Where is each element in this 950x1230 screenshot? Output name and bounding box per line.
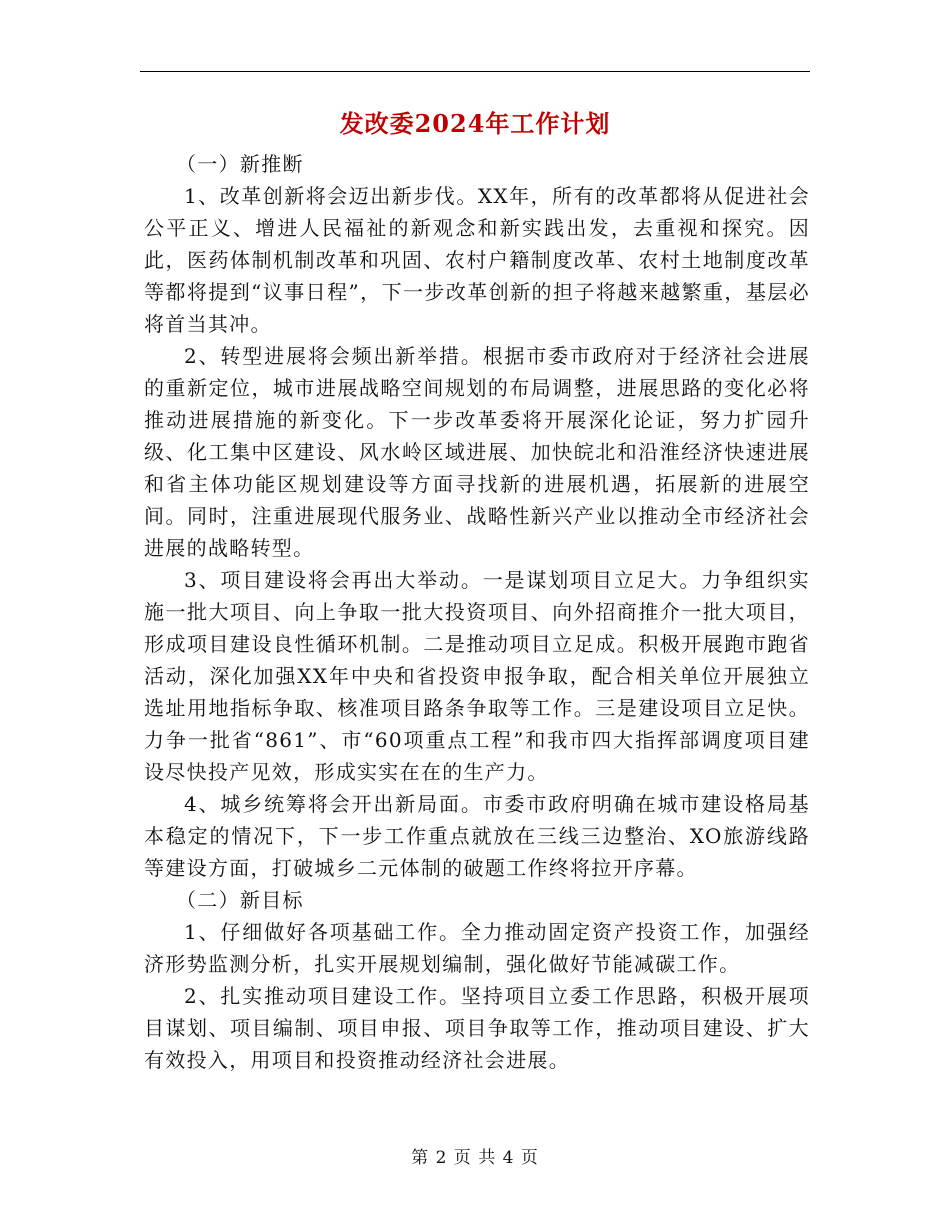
- document-body: [144, 148, 810, 1076]
- body-paragraph: 4、城乡统筹将会开出新局面。市委市政府明确在城市建设格局基本稳定的情况下，下一步工作重点就放在三线三边整治、XO旅游线路等建设方面，打破城乡二元体制的破题工作终将拉开序幕。: [144, 792, 810, 880]
- body-paragraph: 2、扎实推动项目建设工作。坚持项目立委工作思路，积极开展项目谋划、项目编制、项目申报、项目争取等工作，推动项目建设、扩大有效投入，用项目和投资推动经济社会进展。: [144, 984, 810, 1072]
- body-paragraph: 1、仔细做好各项基础工作。全力推动固定资产投资工作，加强经济形势监测分析，扎实开展规划编制，强化做好节能减碳工作。: [144, 920, 810, 976]
- header-rule: [140, 71, 810, 72]
- section-heading-1: （一）新推断: [176, 152, 304, 176]
- body-paragraph: 3、项目建设将会再出大举动。一是谋划项目立足大。力争组织实施一批大项目、向上争取一批大投资项目、向外招商推介一批大项目，形成项目建设良性循环机制。二是推动项目立足成。积极开展跑市跑省活动，深化加强XX年中央和省投资申报争取，配合相关单位开展独立选址用地指标争取、核准项目路条争取等工作。三是建设项目立足快。力争一批省“861”、市“60项重点工程”和我市四大指挥部调度项目建设尽快投产见效，形成实实在在的生产力。: [144, 568, 810, 784]
- body-paragraph: 1、改革创新将会迈出新步伐。XX年，所有的改革都将从促进社会公平正义、增进人民福祉的新观念和新实践出发，去重视和探究。因此，医药体制机制改革和巩固、农村户籍制度改革、农村土地制度改革等都将提到“议事日程”，下一步改革创新的担子将越来越繁重，基层必将首当其冲。: [144, 184, 810, 336]
- section-heading-2: （二）新目标: [176, 888, 304, 912]
- page-number: 第 2 页 共 4 页: [411, 1148, 539, 1168]
- document-title: 发改委2024年工作计划: [339, 109, 611, 138]
- body-paragraph: 2、转型进展将会频出新举措。根据市委市政府对于经济社会进展的重新定位，城市进展战略空间规划的布局调整，进展思路的变化必将推动进展措施的新变化。下一步改革委将开展深化论证，努力扩园升级、化工集中区建设、风水岭区域进展、加快皖北和沿淮经济快速进展和省主体功能区规划建设等方面寻找新的进展机遇，拓展新的进展空间。同时，注重进展现代服务业、战略性新兴产业以推动全市经济社会进展的战略转型。: [144, 344, 810, 560]
